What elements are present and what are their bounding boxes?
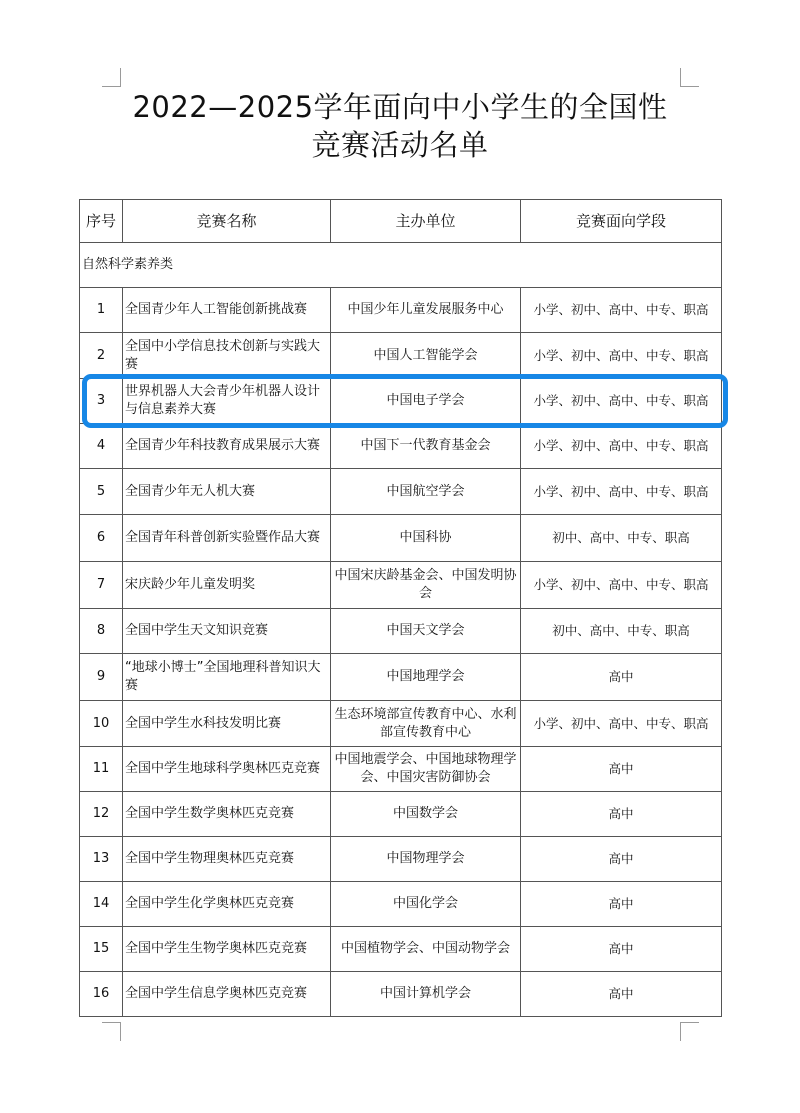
row-number: 7: [80, 562, 123, 609]
row-number: 5: [80, 469, 123, 515]
table-row: [80, 515, 722, 562]
category-row: [80, 243, 722, 288]
organizer: 中国少年儿童发展服务中心: [331, 288, 521, 333]
school-stage: 高中: [521, 927, 722, 972]
row-number: 2: [80, 333, 123, 379]
header-number: 序号: [80, 200, 123, 243]
competition-name: 全国中学生信息学奥林匹克竞赛: [123, 972, 331, 1017]
competition-name: 全国中学生物理奥林匹克竞赛: [123, 837, 331, 882]
organizer: 中国电子学会: [331, 379, 521, 424]
competition-name: 全国中学生化学奥林匹克竞赛: [123, 882, 331, 927]
table-row: [80, 972, 722, 1017]
row-number: 11: [80, 747, 123, 792]
school-stage: 初中、高中、中专、职高: [521, 609, 722, 654]
school-stage: 高中: [521, 882, 722, 927]
competition-name: 全国中学生生物学奥林匹克竞赛: [123, 927, 331, 972]
school-stage: 高中: [521, 747, 722, 792]
school-stage: 小学、初中、高中、中专、职高: [521, 701, 722, 747]
row-number: 12: [80, 792, 123, 837]
competition-name: 全国中学生地球科学奥林匹克竞赛: [123, 747, 331, 792]
crop-mark: [680, 68, 699, 87]
organizer: 中国化学会: [331, 882, 521, 927]
organizer: 中国计算机学会: [331, 972, 521, 1017]
row-number: 10: [80, 701, 123, 747]
document-title: [0, 88, 800, 164]
title-line-2: 竞赛活动名单: [311, 128, 489, 162]
category-label: 自然科学素养类: [80, 243, 722, 288]
school-stage: 小学、初中、高中、中专、职高: [521, 288, 722, 333]
competition-name: 世界机器人大会青少年机器人设计与信息素养大赛: [123, 379, 331, 424]
organizer: 中国人工智能学会: [331, 333, 521, 379]
table-row: [80, 792, 722, 837]
school-stage: 高中: [521, 972, 722, 1017]
competition-name: 全国中学生数学奥林匹克竞赛: [123, 792, 331, 837]
organizer: 中国科协: [331, 515, 521, 562]
school-stage: 小学、初中、高中、中专、职高: [521, 469, 722, 515]
competition-name: 全国中学生水科技发明比赛: [123, 701, 331, 747]
school-stage: 高中: [521, 792, 722, 837]
competition-name: 全国青年科普创新实验暨作品大赛: [123, 515, 331, 562]
competition-name: 全国中小学信息技术创新与实践大赛: [123, 333, 331, 379]
competition-name: 全国青少年科技教育成果展示大赛: [123, 424, 331, 469]
organizer: 中国航空学会: [331, 469, 521, 515]
crop-mark: [680, 1022, 699, 1041]
header-organizer: 主办单位: [331, 200, 521, 243]
table-row: [80, 288, 722, 333]
school-stage: 高中: [521, 837, 722, 882]
competition-name: 全国青少年无人机大赛: [123, 469, 331, 515]
competition-name: 宋庆龄少年儿童发明奖: [123, 562, 331, 609]
organizer: 中国下一代教育基金会: [331, 424, 521, 469]
organizer: 中国地理学会: [331, 654, 521, 701]
organizer: 中国宋庆龄基金会、中国发明协会: [331, 562, 521, 609]
organizer: 中国天文学会: [331, 609, 521, 654]
organizer: 中国植物学会、中国动物学会: [331, 927, 521, 972]
table-row: [80, 469, 722, 515]
school-stage: 小学、初中、高中、中专、职高: [521, 379, 722, 424]
school-stage: 初中、高中、中专、职高: [521, 515, 722, 562]
school-stage: 高中: [521, 654, 722, 701]
school-stage: 小学、初中、高中、中专、职高: [521, 333, 722, 379]
organizer: 中国数学会: [331, 792, 521, 837]
row-number: 6: [80, 515, 123, 562]
header-stage: 竞赛面向学段: [521, 200, 722, 243]
competition-name: 全国青少年人工智能创新挑战赛: [123, 288, 331, 333]
row-number: 14: [80, 882, 123, 927]
table-row: [80, 747, 722, 792]
table-row: [80, 837, 722, 882]
table-header-row: [80, 200, 722, 243]
organizer: 中国地震学会、中国地球物理学会、中国灾害防御协会: [331, 747, 521, 792]
table-row: [80, 609, 722, 654]
row-number: 16: [80, 972, 123, 1017]
table-row: [80, 654, 722, 701]
row-number: 9: [80, 654, 123, 701]
row-number: 4: [80, 424, 123, 469]
table-row: [80, 701, 722, 747]
header-name: 竞赛名称: [123, 200, 331, 243]
crop-mark: [102, 68, 121, 87]
competition-name: 全国中学生天文知识竞赛: [123, 609, 331, 654]
competition-table: [79, 199, 722, 1017]
row-number: 1: [80, 288, 123, 333]
organizer: 中国物理学会: [331, 837, 521, 882]
competition-name: “地球小博士”全国地理科普知识大赛: [123, 654, 331, 701]
school-stage: 小学、初中、高中、中专、职高: [521, 562, 722, 609]
table-row: [80, 927, 722, 972]
table-row: [80, 379, 722, 424]
table-row: [80, 882, 722, 927]
row-number: 13: [80, 837, 123, 882]
table-row: [80, 333, 722, 379]
organizer: 生态环境部宣传教育中心、水利部宣传教育中心: [331, 701, 521, 747]
school-stage: 小学、初中、高中、中专、职高: [521, 424, 722, 469]
row-number: 3: [80, 379, 123, 424]
row-number: 15: [80, 927, 123, 972]
table-row: [80, 424, 722, 469]
crop-mark: [102, 1022, 121, 1041]
row-number: 8: [80, 609, 123, 654]
title-line-1: 2022—2025学年面向中小学生的全国性: [132, 90, 668, 124]
table-row: [80, 562, 722, 609]
